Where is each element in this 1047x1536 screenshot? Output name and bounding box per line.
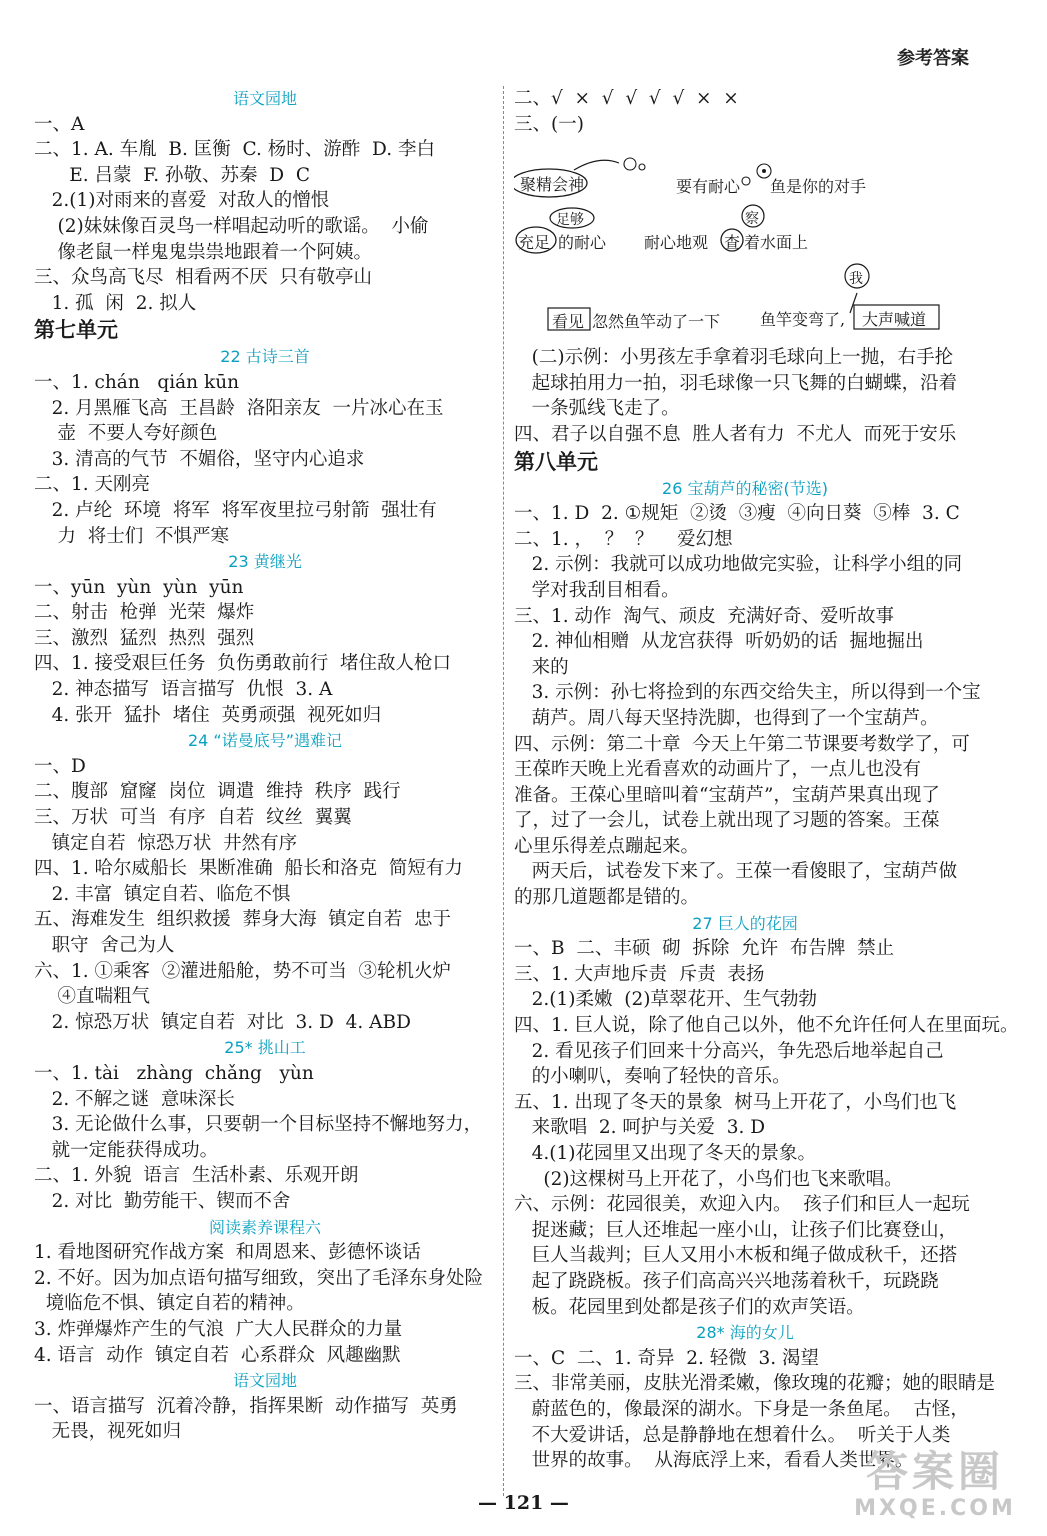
answer-line: (2)这棵树马上开花了，小鸟们也飞来歌唱。: [514, 1168, 903, 1190]
answer-line: 六、1. ①乘客 ②灌进船舱，势不可当 ③轮机火炉: [34, 960, 452, 982]
section-heading: 语文园地: [232, 1371, 297, 1391]
diagram-box-2: 看见: [552, 312, 585, 332]
section-heading: 22 古诗三首: [220, 347, 310, 367]
answer-line: 心里乐得差点蹦起来。: [514, 835, 700, 857]
answer-line: 像老鼠一样鬼鬼祟祟地跟着一个阿姨。: [34, 241, 373, 263]
diagram-text-6: 忽然鱼竿动了一下: [592, 312, 721, 332]
answer-line: 葫芦。周八每天坚持洗脚，也得到了一个宝葫芦。: [514, 707, 939, 729]
diagram-text-5: 着水面上: [744, 233, 809, 253]
answer-line: 境临危不惧、镇定自若的精神。: [34, 1293, 305, 1315]
answer-line: 2. 卢纶 环境 将军 将军夜里拉弓射箭 强壮有: [34, 499, 437, 521]
answer-line: 五、海难发生 组织救援 葬身大海 镇定自若 忠于: [34, 909, 452, 931]
answer-line: 二、射击 枪弹 光荣 爆炸: [34, 602, 255, 624]
answer-line: 了，过了一会儿，试卷上就出现了习题的答案。王葆: [514, 810, 940, 832]
diagram-box-1: 聚精会神: [520, 175, 585, 195]
answer-line: 4. 语言 动作 镇定自若 心系群众 风趣幽默: [34, 1344, 401, 1366]
answer-line: 3. 示例：孙七将捡到的东西交给失主，所以得到一个宝: [514, 682, 981, 704]
answer-line: 1. 孤 闲 2. 拟人: [34, 292, 197, 314]
answer-line: 二、腹部 窟窿 岗位 调遣 维持 秩序 践行: [34, 781, 401, 803]
answer-line: 二、1. 天刚亮: [34, 474, 151, 496]
answer-line: 3. 无论做什么事，只要朝一个目标坚持不懈地努力，: [34, 1114, 483, 1136]
answer-line: 2. 神仙相赠 从龙宫获得 听奶奶的话 掘地掘出: [514, 631, 924, 653]
diagram-mark-1: 足够: [556, 212, 584, 229]
answer-line: 2. 对比 勤劳能干、锲而不舍: [34, 1190, 291, 1212]
watermark-line-2: MXQE.COM: [854, 1496, 1016, 1521]
answer-line: 不大爱讲话，总是静静地在想着什么。 听关于人类: [514, 1424, 951, 1446]
answer-line: 蔚蓝色的，像最深的湖水。下身是一条鱼尾。 古怪，: [514, 1398, 969, 1420]
answer-line: 2. 看见孩子们回来十分高兴，争先恐后地举起自己: [514, 1040, 944, 1062]
answer-line: 一、1. D 2. ①规矩 ②烫 ③瘦 ④向日葵 ⑤棒 3. C: [514, 503, 960, 525]
answer-line: 3. 炸弹爆炸产生的气浪 广大人民群众的力量: [34, 1318, 403, 1340]
answer-line: ④直喘粗气: [34, 986, 151, 1008]
unit-title: 第八单元: [514, 449, 598, 474]
answer-line: 2. 不好。因为加点语句描写细致，突出了毛泽东身处险: [34, 1267, 484, 1289]
watermark: [835, 1448, 1035, 1526]
answer-line: 一、C 二、1. 奇异 2. 轻微 3. 渴望: [514, 1347, 820, 1369]
answer-line: 壶 不要人夸好颜色: [34, 423, 218, 445]
answer-line: 4. 张开 猛扑 堵住 英勇顽强 视死如归: [34, 704, 382, 726]
answer-line: 4.(1)花园里又出现了冬天的景象。: [514, 1143, 816, 1164]
answer-line: 二、1. 外貌 语言 生活朴素、乐观开朗: [34, 1165, 359, 1187]
answer-line: 2.(1)柔嫩 (2)草翠花开、生气勃勃: [514, 989, 817, 1011]
answer-line: 一、D: [34, 755, 86, 777]
answer-line: 的那几道题都是错的。: [514, 887, 700, 909]
answer-line: 一、yūn yùn yùn yūn: [34, 576, 244, 598]
answer-line: 3. 清高的气节 不媚俗，坚守内心追求: [34, 448, 365, 470]
answer-line: 世界的故事。 从海底浮上来，看看人类世界。: [514, 1450, 914, 1472]
answer-line: 一、1. tài zhàng chǎng yùn: [34, 1062, 314, 1084]
answer-line: E. 吕蒙 F. 孙敬、苏秦 D C: [34, 164, 311, 186]
answer-line: 板。花园里到处都是孩子们的欢声笑语。: [514, 1296, 865, 1318]
section-heading: 26 宝葫芦的秘密(节选): [662, 478, 828, 498]
answer-line: 来的: [514, 656, 569, 678]
diagram-text-2: 鱼是你的对手: [770, 177, 867, 197]
answer-line: 三、众鸟高飞尽 相看两不厌 只有敬亭山: [34, 267, 373, 289]
answer-line: 1. 看地图研究作战方案 和周恩来、彭德怀谈话: [34, 1242, 421, 1264]
answer-line: 一、B 二、丰硕 砌 拆除 允许 布告牌 禁止: [514, 938, 895, 960]
answer-line: 2. 月黑雁飞高 王昌龄 洛阳亲友 一片冰心在玉: [34, 397, 444, 419]
answer-line: 三、非常美丽，皮肤光滑柔嫩，像玫瑰的花瓣；她的眼睛是: [514, 1373, 996, 1395]
answer-line: 四、1. 接受艰巨任务 负伤勇敢前行 堵住敌人枪口: [34, 653, 452, 675]
diagram-text-7: 鱼竿变弯了,: [760, 310, 846, 330]
diagram-text-1: 要有耐心: [676, 177, 741, 197]
answer-line: 四、君子以自强不息 胜人者有力 不尤人 而死于安乐: [514, 423, 957, 445]
section-heading: 阅读素养课程六: [208, 1217, 321, 1237]
answer-line: 2. 惊恐万状 镇定自若 对比 3. D 4. ABD: [34, 1011, 411, 1033]
diagram-circle-2: 查: [724, 233, 741, 253]
answer-line: (2)妹妹像百灵鸟一样唱起动听的歌谣。 小偷: [34, 215, 429, 237]
answer-line: 两天后，试卷发下来了。王葆一看傻眼了，宝葫芦做: [514, 861, 958, 883]
answer-line: 的小喇叭，奏响了轻快的音乐。: [514, 1066, 791, 1088]
section-heading: 语文园地: [232, 89, 297, 108]
answer-line: 一、1. chán qián kūn: [34, 371, 240, 393]
answer-line: 二、1. ， ？ ？ 爱幻想: [514, 528, 733, 550]
right-column-top: [514, 86, 976, 137]
answer-line: 力 将士们 不惧严寒: [34, 525, 230, 547]
header-title: 参考答案: [897, 48, 969, 69]
diagram-text-4: 耐心地观: [644, 233, 709, 253]
section-heading: 28* 海的女儿: [696, 1323, 794, 1343]
diagram-mark-3: 我: [849, 271, 863, 288]
answer-line: 2.(1)对雨来的喜爱 对敌人的憎恨: [34, 190, 330, 212]
diagram-mark-2: 察: [745, 211, 759, 228]
column-divider: [503, 86, 504, 1496]
answer-line: 捉迷藏；巨人还堆起一座小山，让孩子们比赛登山，: [514, 1219, 958, 1241]
answer-line: 三、激烈 猛烈 热烈 强烈: [34, 627, 255, 649]
answer-line: 就一定能获得成功。: [34, 1139, 219, 1161]
answer-line: 巨人当裁判；巨人又用小木板和绳子做成秋千，还搭: [514, 1245, 958, 1267]
answer-line: 四、1. 哈尔威船长 果断准确 船长和洛克 简短有力: [34, 858, 463, 880]
answer-line: 2. 示例：我就可以成功地做完实验，让科学小组的同: [514, 554, 963, 576]
answer-line: 镇定自若 惊恐万状 井然有序: [34, 832, 298, 854]
watermark-line-1: 答案圈: [865, 1447, 1004, 1496]
answer-line: 三、(一): [514, 113, 584, 135]
answer-line: 一、A: [34, 113, 85, 135]
answer-line: 五、1. 出现了冬天的景象 树马上开花了，小鸟们也飞: [514, 1091, 957, 1113]
answer-diagram: [514, 137, 976, 345]
answer-line: 准备。王葆心里暗叫着“宝葫芦”，宝葫芦果真出现了: [514, 784, 940, 806]
answer-line: 三、1. 动作 淘气、顽皮 充满好奇、爱听故事: [514, 605, 895, 627]
diagram-box-3: 大声喊道: [862, 310, 927, 330]
answer-line: 2. 不解之谜 意味深长: [34, 1088, 235, 1110]
answer-line: 一、语言描写 沉着冷静，指挥果断 动作描写 英勇: [34, 1395, 458, 1417]
section-heading: 27 巨人的花园: [692, 913, 798, 933]
answer-line: 一条弧线飞走了。: [514, 398, 680, 420]
answer-line: 二、1. A. 车胤 B. 匡衡 C. 杨时、游酢 D. 李白: [34, 139, 435, 161]
answer-line: 学对我刮目相看。: [514, 579, 680, 601]
answer-line: 无畏，视死如归: [34, 1421, 182, 1443]
answer-line: 四、1. 巨人说，除了他自己以外，他不允许任何人在里面玩。: [514, 1015, 1019, 1037]
page-number: — 121 —: [478, 1492, 569, 1514]
diagram-circle-1: 充足: [518, 233, 551, 253]
unit-title: 第七单元: [34, 318, 118, 343]
answer-line: (二)示例：小男孩左手拿着羽毛球向上一抛，右手抡: [514, 347, 954, 369]
answer-line: 职守 舍己为人: [34, 935, 175, 956]
answer-line: 三、1. 大声地斥责 斥责 表扬: [514, 963, 765, 985]
answer-line: 起了跷跷板。孩子们高高兴兴地荡着秋千，玩跷跷: [514, 1270, 939, 1292]
answer-line: 三、万状 可当 有序 自若 纹丝 翼翼: [34, 807, 352, 829]
answer-line: 来歌唱 2. 呵护与关爱 3. D: [514, 1117, 766, 1139]
answer-line: 2. 神态描写 语言描写 仇恨 3. A: [34, 679, 333, 701]
diagram-text-3: 的耐心: [558, 233, 607, 253]
answer-line: 王葆昨天晚上光看喜欢的动画片了，一点儿也没有: [514, 759, 922, 781]
section-heading: 24 “诺曼底号”遇难记: [187, 731, 343, 751]
answer-line: 二、√ × √ √ √ √ × ×: [514, 88, 739, 109]
answer-line: 六、示例：花园很美，欢迎入内。 孩子们和巨人一起玩: [514, 1194, 970, 1216]
left-column: [34, 86, 496, 1445]
answer-line: 四、示例：第二十章 今天上午第二节课要考数学了，可: [514, 733, 970, 755]
answer-line: 起球拍用力一拍，羽毛球像一只飞舞的白蝴蝶，沿着: [514, 372, 958, 394]
section-heading: 23 黄继光: [228, 552, 302, 572]
section-heading: 25* 挑山工: [224, 1038, 306, 1058]
answer-line: 2. 丰富 镇定自若、临危不惧: [34, 883, 291, 905]
